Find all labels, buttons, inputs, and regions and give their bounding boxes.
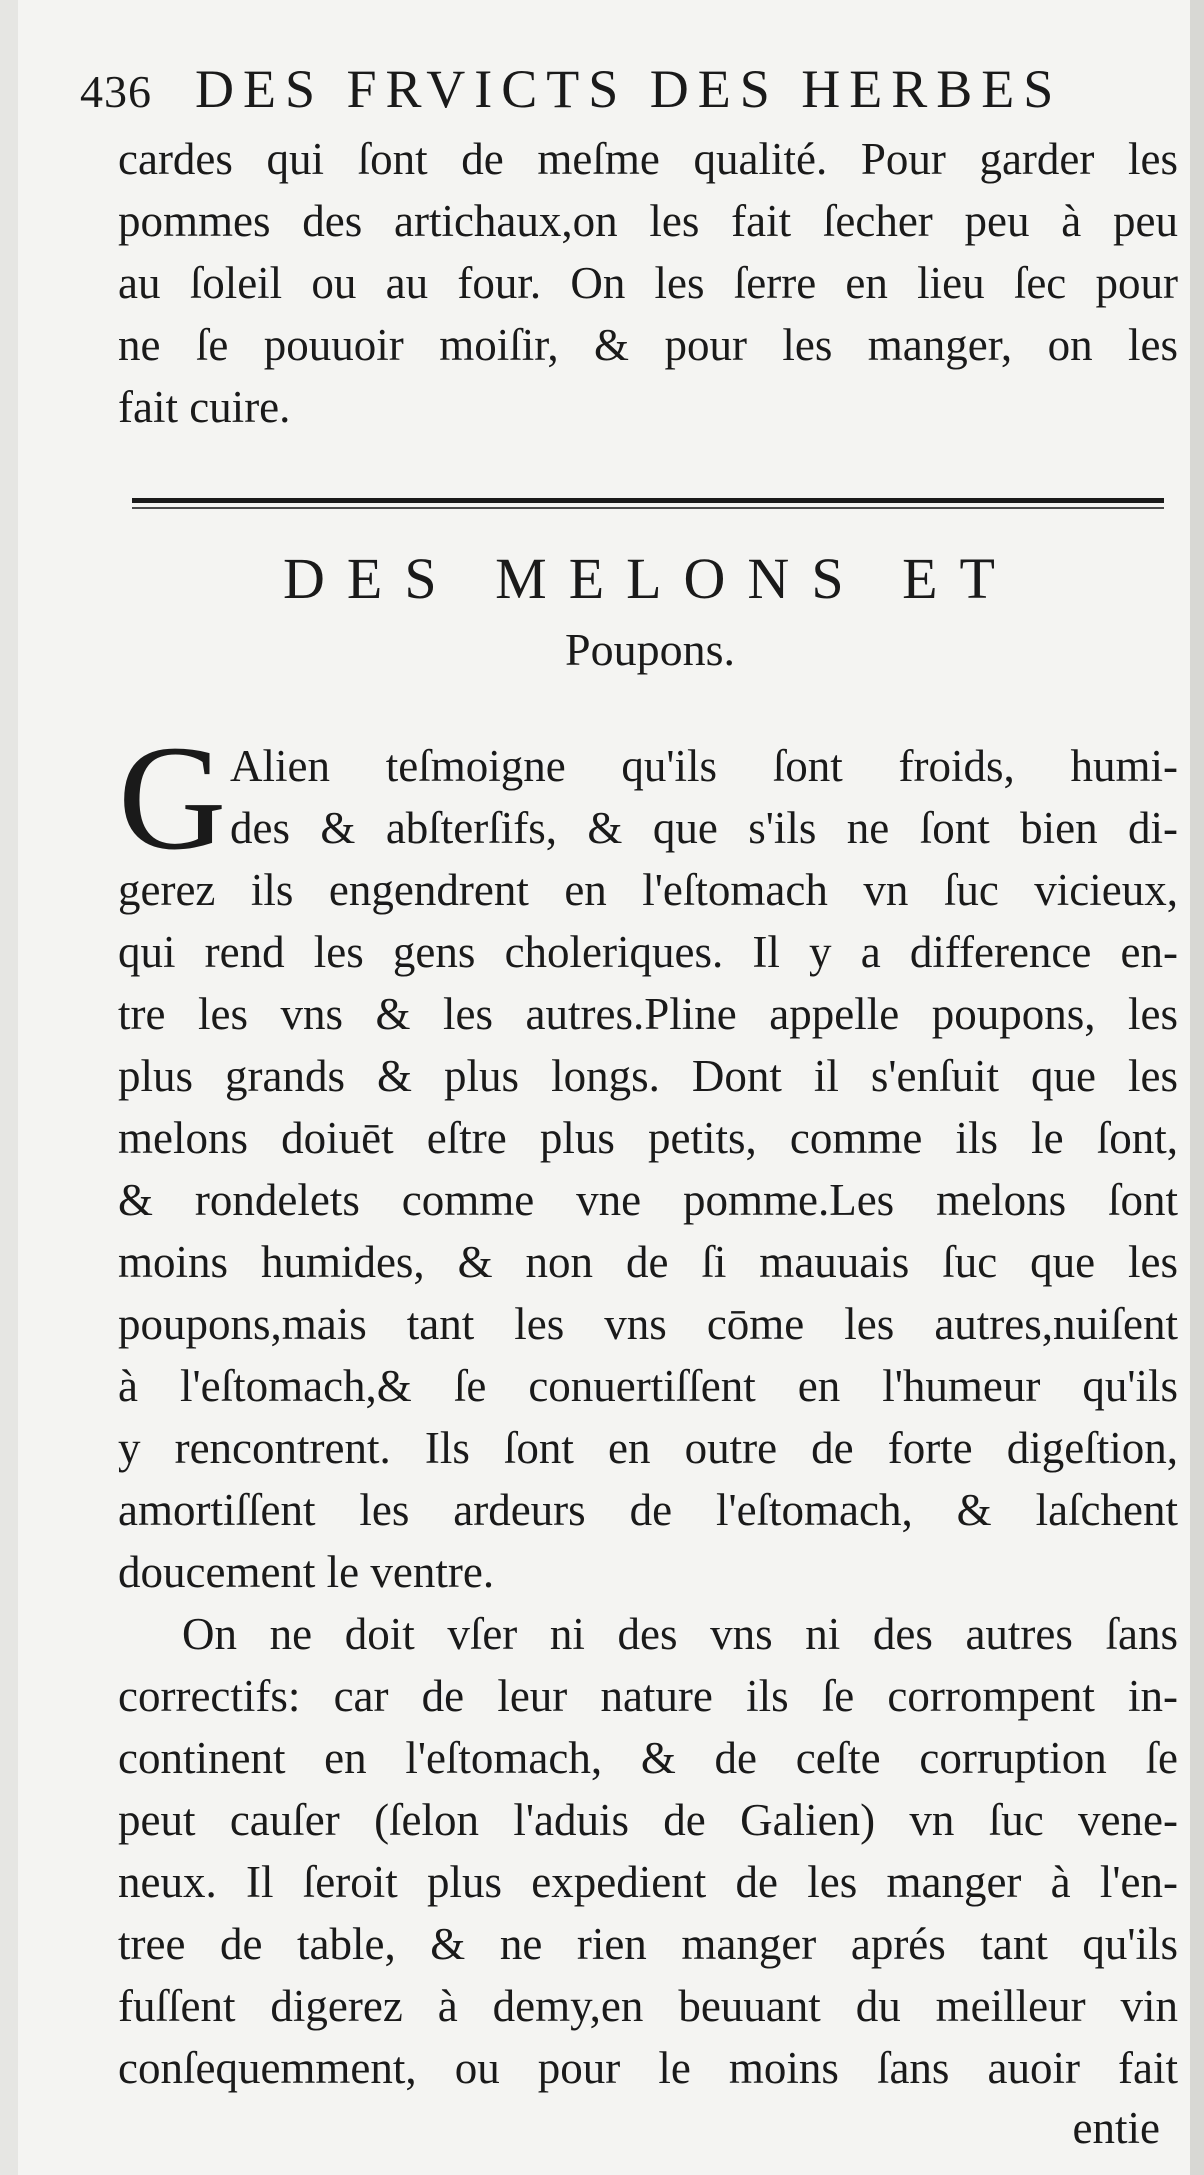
page-number: 436 (80, 66, 152, 117)
text-line: y rencontrent. Ils ſont en outre de forte digeſtion, (118, 1423, 1178, 1473)
top-passage (118, 128, 1178, 438)
text-line: Alien teſmoigne qu'ils ſont froids, humi- (230, 741, 1178, 791)
text-line: moins humides, & non de ſi mauuais ſuc que les (118, 1237, 1178, 1287)
section-heading (200, 540, 1100, 680)
text-line: & rondelets comme vne pomme.Les melons ſont (118, 1175, 1178, 1225)
text-line: plus grands & plus longs. Dont il s'enſuit que les (118, 1051, 1178, 1101)
text-line: tre les vns & les autres.Pline appelle poupons, les (118, 989, 1178, 1039)
text-line: amortiſſent les ardeurs de l'eſtomach, & laſchent (118, 1485, 1178, 1535)
section-subtitle: Poupons. (565, 624, 735, 675)
text-line: qui rend les gens choleriques. Il y a difference en- (118, 927, 1178, 977)
text-line: ne ſe pouuoir moiſir, & pour les manger, on les (118, 320, 1178, 370)
running-head (80, 58, 1120, 138)
text-line: au ſoleil ou au four. On les ſerre en lieu ſec pour (118, 258, 1178, 308)
text-line: pommes des artichaux,on les fait ſecher peu à peu (118, 196, 1178, 246)
text-line: neux. Il ſeroit plus expedient de les manger à l'en- (118, 1857, 1178, 1907)
text-line: poupons,mais tant les vns cōme les autres,nuiſent (118, 1299, 1178, 1349)
catchword: entie (1072, 2103, 1160, 2153)
text-line: doucement le ventre. (118, 1547, 495, 1597)
section-title: DES MELONS ET (283, 546, 1017, 611)
text-line: à l'eſtomach,& ſe conuertiſſent en l'humeur qu'ils (118, 1361, 1178, 1411)
text-line: On ne doit vſer ni des vns ni des autres ſans (182, 1609, 1178, 1659)
text-line: gerez ils engendrent en l'eſtomach vn ſuc vicieux, (118, 865, 1178, 915)
text-line: tree de table, & ne rien manger aprés tant qu'ils (118, 1919, 1178, 1969)
text-line: fait cuire. (118, 382, 291, 432)
text-line: des & abſterſifs, & que s'ils ne ſont bien di- (230, 803, 1178, 853)
text-line: cardes qui ſont de meſme qualité. Pour garder les (118, 134, 1178, 184)
text-line: conſequemment, ou pour le moins ſans auoir fait (118, 2043, 1178, 2093)
text-line: correctifs: car de leur nature ils ſe corrompent in- (118, 1671, 1178, 1721)
text-line: peut cauſer (ſelon l'aduis de Galien) vn ſuc vene- (118, 1795, 1178, 1845)
drop-cap: G (118, 715, 227, 881)
running-title: DES FRVICTS DES HERBES (195, 59, 1063, 119)
text-line: melons doiuēt eſtre plus petits, comme ils le ſont, (118, 1113, 1178, 1163)
page-right-edge (1190, 0, 1204, 2175)
text-line: fuſſent digerez à demy,en beuuant du meilleur vin (118, 1981, 1178, 2031)
text-line: continent en l'eſtomach, & de ceſte corruption ſe (118, 1733, 1178, 1783)
body-text (118, 735, 1178, 2099)
page-left-edge (0, 0, 18, 2175)
section-rule (132, 498, 1164, 503)
section-rule-thin (132, 507, 1164, 509)
